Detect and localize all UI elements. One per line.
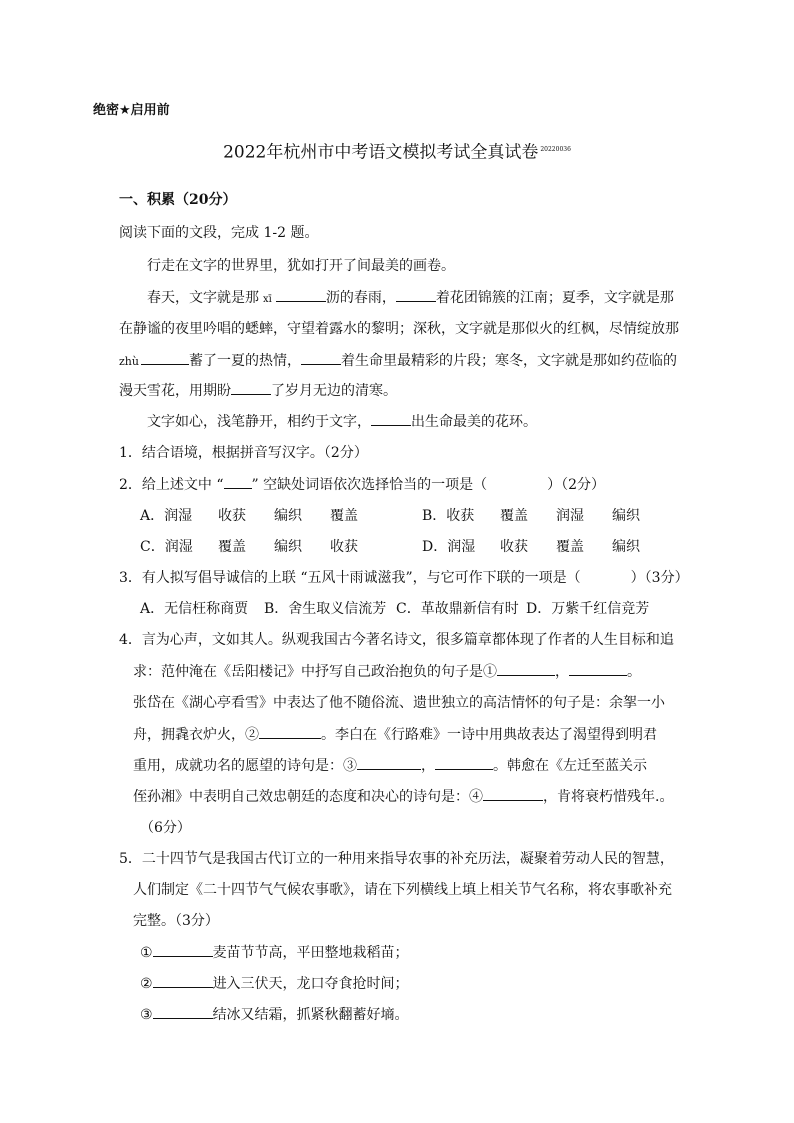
q2-options-row1 [140,507,640,525]
item-number: ③ [140,1007,153,1023]
passage-p2-line2: 在静谧的夜里吟唱的蟋蟀，守望着露水的黎明；深秋，文字就是那似火的红枫，尽情绽放那 [119,321,679,337]
text: 重用，成就功名的愿望的诗句是：③ [133,758,357,774]
text: 出生命最美的花环。 [411,414,537,430]
passage-p2-line3 [119,351,677,371]
option-word: 编织 [274,508,302,524]
option-word: 覆盖 [330,508,358,524]
question-5-line3: 完整。（3分） [133,913,219,929]
title-code: 20220036 [540,146,571,153]
answer-blank[interactable] [483,787,543,801]
text: 文字如心，浅笔静开，相约于文字， [147,414,371,430]
question-1: 1．结合语境，根据拼音写汉字。（2分） [119,445,368,461]
blank-line[interactable] [301,351,341,365]
option-d[interactable]: D．润湿 [422,539,476,555]
text: ）（2分） [547,477,606,493]
text: 春天，文字就是那 [147,290,259,306]
question-4-line4 [133,725,657,744]
title-text: 2022年杭州市中考语文模拟考试全真试卷 [223,142,539,163]
option-a[interactable]: A．润湿 [140,508,193,524]
answer-blank[interactable] [153,1005,213,1019]
text: 着花团锦簇的江南；夏季，文字就是那 [435,290,674,306]
option-word: 覆盖 [218,539,246,555]
instruction: 阅读下面的文段，完成 1-2 题。 [119,225,319,241]
text: ，肯将衰朽惜残年.。 [543,789,674,805]
option-a[interactable]: A．无信枉称商贾 [140,601,249,617]
passage-p1: 行走在文字的世界里，犹如打开了间最美的画卷。 [147,258,455,274]
option-b[interactable]: B．舍生取义信流芳 [264,601,387,617]
question-4-line1: 4．言为心声，文如其人。纵观我国古今著名诗文，很多篇章都体现了作者的人生目标和追 [119,632,674,648]
option-word: 收获 [218,508,246,524]
answer-blank[interactable] [435,756,493,770]
passage-p2-line4 [119,381,397,400]
item-number: ① [140,945,153,961]
q3-options [140,600,649,618]
text: 3．有人拟写倡导诚信的上联 “五风十雨诚滋我”，与它可作下联的一项是（ [119,570,581,586]
text: 了岁月无边的清寒。 [271,383,397,399]
q5-item-1 [140,943,409,962]
text: 。韩愈在《左迁至蓝关示 [493,758,647,774]
pinyin-hint: zhù [119,355,139,368]
text: 着生命里最精彩的片段；寒冬，文字就是那如约莅临的 [340,353,677,369]
text: 2．给上述文中 “ [119,477,224,493]
text: 漫天雪花，用期盼 [119,383,231,399]
option-word: 收获 [500,539,528,555]
option-word: 润湿 [556,508,584,524]
option-word: 编织 [274,539,302,555]
answer-blank[interactable] [357,756,421,770]
text: 。 [627,664,641,680]
text: 求：范仲淹在《岳阳楼记》中抒写自己政治抱负的句子是① [133,664,497,680]
item-number: ② [140,976,153,992]
text: 沥的春雨， [325,290,396,306]
option-word: 收获 [330,539,358,555]
text: ）（3分） [630,570,689,586]
question-4-line6 [133,787,673,806]
question-4-line3: 张岱在《湖心亭看雪》中表达了他不随俗流、遗世独立的高洁情怀的句子是：余挐一小 [133,695,665,711]
option-word: 覆盖 [500,508,528,524]
confidential-label: 绝密★启用前 [93,103,170,118]
option-word: 覆盖 [556,539,584,555]
question-5-line1: 5．二十四节气是我国古代订立的一种用来指导农事的补充历法，凝聚着劳动人民的智慧， [119,851,674,867]
page-title [0,138,794,165]
answer-blank[interactable] [569,662,627,676]
item-text: 结冰又结霜，抓紧秋翻蓄好墒。 [212,1007,409,1023]
text: ， [421,758,435,774]
q5-item-2 [140,974,409,993]
q5-item-3 [140,1005,409,1024]
option-word: 编织 [612,539,640,555]
pinyin-hint: xī [263,294,272,305]
question-4-score: （6分） [140,820,191,836]
question-3 [119,569,689,587]
text: ” 空缺处词语依次选择恰当的一项是（ [251,477,488,493]
passage-p3 [147,412,537,431]
answer-blank[interactable] [497,662,555,676]
text: ， [555,664,569,680]
option-c[interactable]: C．革故鼎新信有时 [396,601,519,617]
answer-blank[interactable] [259,725,321,739]
answer-blank[interactable] [153,943,213,957]
section-heading: 一、积累（20分） [119,192,237,208]
blank-line[interactable] [396,288,436,302]
answer-blank[interactable] [153,974,213,988]
blank-line[interactable] [371,412,411,426]
text: 舟，拥毳衣炉火，② [133,727,259,743]
question-2 [119,475,605,494]
blank-line[interactable] [231,381,271,395]
blank-line [224,475,252,489]
option-b[interactable]: B．收获 [422,508,475,524]
option-d[interactable]: D．万紫千红信竞芳 [526,601,650,617]
q2-options-row2 [140,538,640,556]
option-word: 编织 [612,508,640,524]
text: 蓄了一夏的热情， [188,353,301,369]
blank-line[interactable] [276,288,326,302]
option-c[interactable]: C．润湿 [140,539,193,555]
question-4-line5 [133,756,647,775]
item-text: 麦苗节节高，平田整地栽稻苗； [212,945,409,961]
passage-p2-line1 [147,288,674,309]
question-4-line2 [133,662,641,681]
question-5-line2: 人们制定《二十四节气气候农事歌》，请在下列横线上填上相关节气名称，将农事歌补充 [133,882,672,898]
blank-line[interactable] [141,351,189,365]
text: 。李白在《行路难》一诗中用典故表达了渴望得到明君 [321,727,657,743]
text: 侄孙湘》中表明自己效忠朝廷的态度和决心的诗句是：④ [133,789,483,805]
item-text: 进入三伏天，龙口夺食抢时间； [212,976,409,992]
